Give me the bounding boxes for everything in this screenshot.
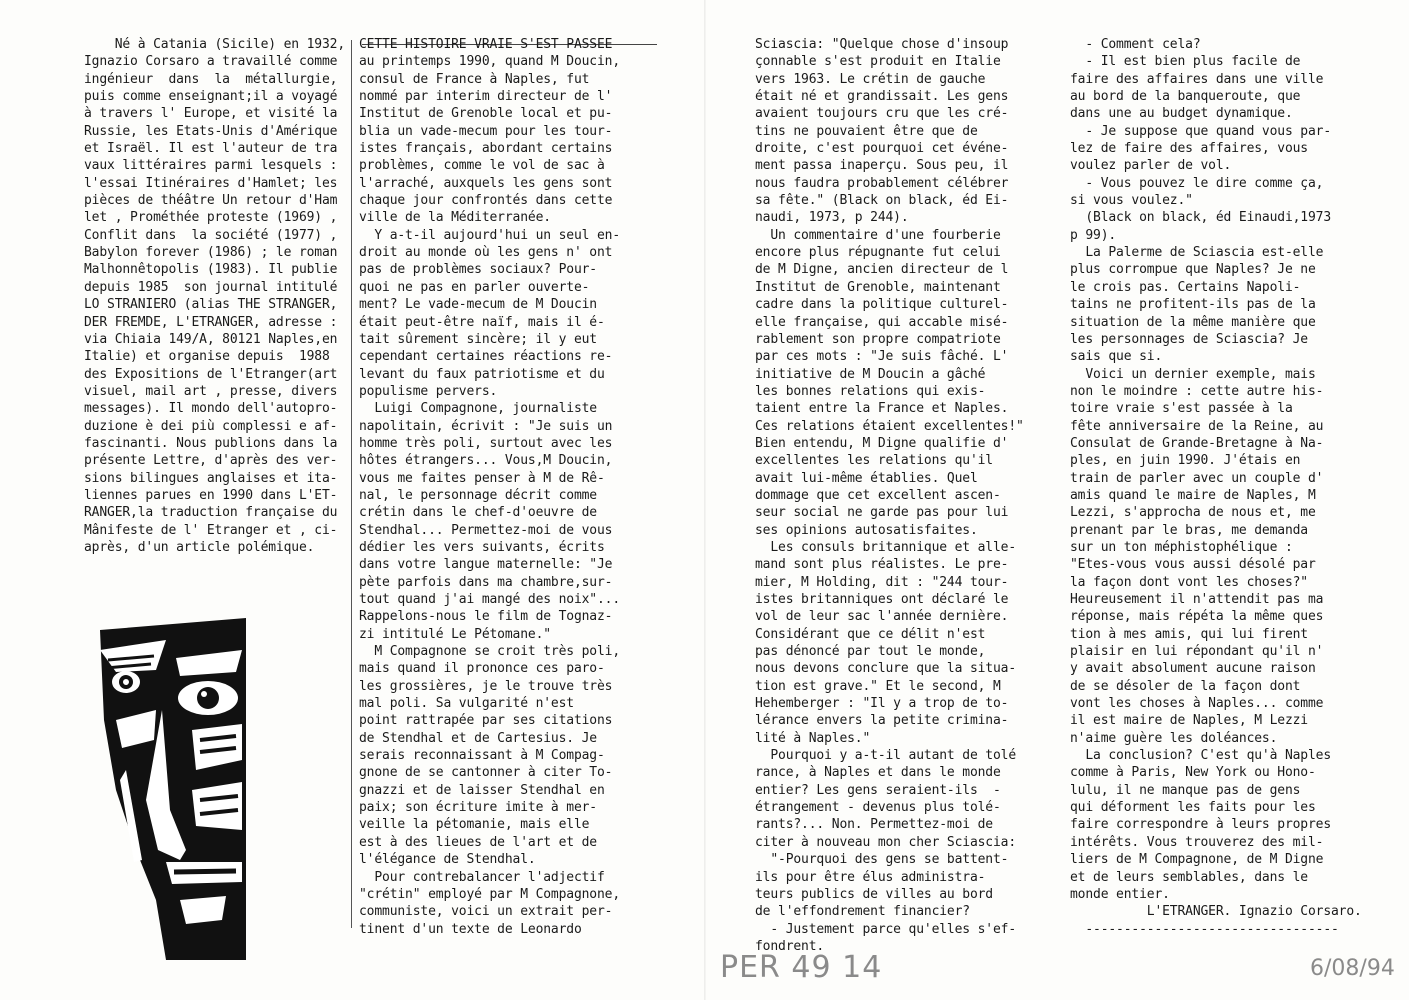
text-line: faire des affaires dans une ville [1070, 71, 1324, 87]
text-line: pièces de théâtre Un retour d'Ham [84, 193, 338, 209]
text-line: homme très poli, surtout avec les [359, 435, 613, 451]
text-line: tins ne pouvaient être que de [755, 123, 978, 139]
text-line: les grossières, je le trouve très [359, 678, 613, 694]
text-line: Russie, les Etats-Unis d'Amérique [84, 123, 338, 139]
text-line: pas dénoncé par tout le monde, [755, 644, 986, 660]
text-line: Sciascia: "Quelque chose d'insoup [755, 37, 1009, 52]
text-line: initiative de M Doucin a gâché [755, 366, 986, 382]
text-line: puis comme enseignant;il a voyagé [84, 89, 338, 105]
text-line: tout quand j'ai mangé des noix"... [359, 592, 621, 607]
text-line: Babylon forever (1986) ; le roman [84, 245, 338, 261]
text-line: toire vraie s'est passée à la [1070, 401, 1293, 417]
text-line: il est maire de Naples, M Lezzi [1070, 713, 1308, 729]
text-line: lulu, il ne manque pas de gens [1070, 782, 1301, 798]
text-line: liers de M Compagnone, de M Digne [1070, 852, 1324, 868]
text-line: Mânifeste de l' Etranger et , ci- [84, 522, 338, 538]
text-line: ses opinions autosatisfaites. [755, 522, 978, 538]
text-line: DER FREMDE, L'ETRANGER, adresse : [84, 314, 338, 330]
text-line: Lezzi, s'approcha de nous et, me [1070, 505, 1316, 521]
text-line: vous me faites penser à M de Rê- [359, 470, 605, 486]
text-line: droit au monde où les gens n' ont [359, 245, 613, 261]
text-line: après, d'un article polémique. [84, 539, 315, 555]
text-line: lité à Naples." [755, 730, 871, 746]
text-line: l'arraché, auxquels les gens sont [359, 175, 613, 191]
text-line: mal poli. Sa vulgarité n'est [359, 696, 574, 712]
text-line: - Vous pouvez le dire comme ça, [1070, 175, 1324, 191]
archive-shelfmark: PER 49 14 [720, 950, 883, 985]
text-line: est à des lieues de l'art et de [359, 834, 597, 850]
text-line: de l'effondrement financier? [755, 904, 970, 920]
text-line: vont les choses à Naples... comme [1070, 696, 1324, 712]
text-line: l'essai Itinéraires d'Hamlet; les [84, 175, 338, 191]
text-line: paix; son écriture imite à mer- [359, 800, 597, 816]
text-line: réponse, mais répéta la même ques [1070, 609, 1324, 625]
text-line: çonnable s'est produit en Italie [755, 54, 1001, 70]
text-line: sur un ton méphistophélique : [1070, 539, 1293, 555]
text-line: chaque jour confrontés dans cette [359, 193, 613, 209]
text-line: napolitain, écrivit : "Je suis un [359, 418, 613, 434]
text-line: les personnages de Sciascia? Je [1070, 331, 1308, 347]
text-line: p 99). [1070, 227, 1117, 243]
text-line: - Il est bien plus facile de [1070, 54, 1301, 70]
text-line: blia un vade-mecum pour les tour- [359, 123, 613, 139]
text-line: rants?... Non. Permettez-moi de [755, 817, 993, 833]
text-line: qui déforment les faits pour les [1070, 800, 1316, 816]
text-line: lez de faire des affaires, vous [1070, 141, 1308, 157]
text-line: prenant par le bras, me demanda [1070, 522, 1308, 538]
text-line: au printemps 1990, quand M Doucin, [359, 54, 621, 70]
text-line: entier? Les gens seraient-ils - [755, 782, 1001, 798]
text-line: Stendhal... Permettez-moi de vous [359, 522, 613, 538]
text-line: problèmes, comme le vol de sac à [359, 158, 605, 174]
text-line: taient entre la France et Naples. [755, 401, 1009, 417]
text-line: mier, M Holding, dit : "244 tour- [755, 574, 1009, 590]
text-line: étrangement - devenus plus tolé- [755, 800, 1001, 816]
text-line: seur social ne garde pas pour lui [755, 505, 1009, 521]
text-line: messages). Il mondo dell'autopro- [84, 401, 338, 417]
text-line: Ignazio Corsaro a travaillé comme [84, 54, 338, 70]
text-line: comme à Paris, New York ou Hono- [1070, 765, 1316, 781]
text-line: quoi ne pas en parler ouverte- [359, 279, 590, 295]
text-line: fascinanti. Nous publions dans la [84, 435, 338, 451]
woodcut-face-illustration [96, 600, 246, 960]
text-line: dans votre langue maternelle: "Je [359, 557, 613, 573]
text-line: à travers l' Europe, et visité la [84, 106, 338, 122]
text-line: ville de la Méditerranée. [359, 210, 551, 226]
text-line: vaux littéraires parmi lesquels : [84, 158, 338, 174]
text-line: avait lui-même établies. Quel [755, 470, 978, 486]
text-line: istes britanniques ont déclaré le [755, 592, 1009, 607]
text-line: populisme pervers. [359, 383, 498, 399]
text-line: plaisir en lui répondant qu'il n' [1070, 644, 1324, 660]
text-line: - Justement parce qu'elles s'ef- [755, 921, 1017, 937]
text-line: faire correspondre à leurs propres [1070, 817, 1332, 833]
text-line: Luigi Compagnone, journaliste [359, 401, 597, 417]
column-divider [351, 40, 352, 928]
text-line: Bien entendu, M Digne qualifie d' [755, 435, 1009, 451]
text-line: Pourquoi y a-t-il autant de tolé [755, 748, 1017, 764]
text-line: vers 1963. Le crétin de gauche [755, 71, 986, 87]
text-line: fête anniversaire de la Reine, au [1070, 418, 1324, 434]
text-line: Né à Catania (Sicile) en 1932, [84, 37, 346, 52]
text-line: Institut de Grenoble, maintenant [755, 279, 1001, 295]
text-line: excellentes les relations qu'il [755, 453, 993, 469]
text-line: Conflit dans la société (1977) , [84, 227, 338, 243]
text-line: CETTE HISTOIRE VRAIE S'EST PASSEE [359, 37, 613, 52]
text-line: crétin dans le chef-d'oeuvre de [359, 505, 597, 521]
text-line: rance, à Naples et dans le monde [755, 765, 1001, 781]
text-line: de Stendhal et de Cartesius. Je [359, 730, 597, 746]
text-line: hôtes étrangers... Vous,M Doucin, [359, 453, 613, 469]
text-line: L'ETRANGER. Ignazio Corsaro. [1070, 904, 1362, 920]
text-line: rablement son propre compatriote [755, 331, 1001, 347]
text-line: sais que si. [1070, 349, 1163, 365]
text-line: vol de leur sac l'année dernière. [755, 609, 1009, 625]
text-line: n'aime guère les doléances. [1070, 730, 1278, 746]
text-line: zi intitulé Le Pétomane." [359, 626, 551, 642]
text-line: monde entier. [1070, 886, 1170, 902]
text-line: consul de France à Naples, fut [359, 71, 590, 87]
text-line: par ces mots : "Je suis fâché. L' [755, 349, 1009, 365]
text-line: gnone de se cantonner à citer To- [359, 765, 613, 781]
text-line: droite, c'est pourquoi cet événe- [755, 141, 1009, 157]
text-line: - Comment cela? [1070, 37, 1201, 52]
text-line: La conclusion? C'est qu'à Naples [1070, 748, 1332, 764]
text-line: naudi, 1973, p 244). [755, 210, 909, 226]
text-line: --------------------------------- [1070, 921, 1339, 937]
text-line: mand sont plus réalistes. Le pre- [755, 557, 1009, 573]
text-line: Considérant que ce délit n'est [755, 626, 986, 642]
text-line: veille la pétomanie, mais elle [359, 817, 590, 833]
text-line: ment? Le vade-mecum de M Doucin [359, 297, 597, 313]
text-line: elle française, qui accable misé- [755, 314, 1009, 330]
text-line: LO STRANIERO (alias THE STRANGER, [84, 297, 338, 313]
text-line: Voici un dernier exemple, mais [1070, 366, 1316, 382]
text-line: avaient toujours cru que les cré- [755, 106, 1009, 122]
text-line: Institut de Grenoble local et pu- [359, 106, 613, 122]
text-line: Pour contrebalancer l'adjectif [359, 869, 605, 885]
text-line: istes français, abordant certains [359, 141, 613, 157]
text-line: si vous voulez." [1070, 193, 1193, 209]
text-line: Consulat de Grande-Bretagne à Na- [1070, 435, 1324, 451]
text-line: le crois pas. Certains Napoli- [1070, 279, 1301, 295]
text-line: visuel, mail art , presse, divers [84, 383, 338, 399]
text-line: Heureusement il n'attendit pas ma [1070, 592, 1324, 607]
text-line: cadre dans la politique culturel- [755, 297, 1009, 313]
text-line: nous faudra probablement célébrer [755, 175, 1009, 191]
text-line: dédier les vers suivants, écrits [359, 539, 605, 555]
text-line: présente Lettre, d'après des ver- [84, 453, 338, 469]
text-line: tinent d'un texte de Leonardo [359, 921, 582, 937]
text-line: était peut-être naïf, mais il é- [359, 314, 605, 330]
text-line: communiste, voici un extrait per- [359, 904, 613, 920]
text-line: plus corrompue que Naples? Je ne [1070, 262, 1316, 278]
text-line: tion à mes amis, qui lui firent [1070, 626, 1308, 642]
text-line: "crétin" employé par M Compagnone, [359, 886, 621, 902]
text-line: nous devons conclure que la situa- [755, 661, 1017, 677]
text-line: de se désoler de la façon dont [1070, 678, 1301, 694]
text-line: nal, le personnage décrit comme [359, 487, 597, 503]
text-line: point rattrapée par ses citations [359, 713, 613, 729]
text-line: au bord de la banqueroute, que [1070, 89, 1301, 105]
author-bio-column [84, 36, 345, 556]
text-line: amis quand le maire de Naples, M [1070, 487, 1316, 503]
text-line: y avait absolument aucune raison [1070, 661, 1316, 677]
text-line: lérance envers la petite crimina- [755, 713, 1009, 729]
article-column-3 [1070, 36, 1362, 938]
text-line: tains ne profitent-ils pas de la [1070, 297, 1316, 313]
text-line: serais reconnaissant à M Compag- [359, 748, 605, 764]
text-line: ils pour être élus administra- [755, 869, 986, 885]
page-fold [704, 0, 706, 1000]
text-line: RANGER,la traduction française du [84, 505, 338, 521]
text-line: sions bilingues anglaises et ita- [84, 470, 338, 486]
text-line: fondrent. [755, 938, 825, 954]
text-line: Un commentaire d'une fourberie [755, 227, 1001, 243]
text-line: M Compagnone se croit très poli, [359, 644, 621, 660]
text-line: situation de la même manière que [1070, 314, 1316, 330]
text-line: "-Pourquoi des gens se battent- [755, 852, 1009, 868]
text-line: mais quand il prononce ces paro- [359, 661, 605, 677]
text-line: dans une au budget dynamique. [1070, 106, 1293, 122]
text-line: voulez parler de vol. [1070, 158, 1232, 174]
text-line: teurs publics de villes au bord [755, 886, 993, 902]
text-line: "Etes-vous vous aussi désolé par [1070, 557, 1316, 573]
article-column-2 [755, 36, 1024, 955]
text-line: Les consuls britannique et alle- [755, 539, 1017, 555]
text-line: Hehemberger : "Il y a trop de to- [755, 696, 1009, 712]
text-line: La Palerme de Sciascia est-elle [1070, 245, 1324, 261]
text-line: train de parler avec un couple d' [1070, 470, 1324, 486]
text-line: duzione è dei più complessi e af- [84, 418, 338, 434]
text-line: de M Digne, ancien directeur de l [755, 262, 1009, 278]
text-line: levant du faux patriotisme et du [359, 366, 605, 382]
text-line: et Israël. Il est l'auteur de tra [84, 141, 338, 157]
text-line: gnazzi et de laisser Stendhal en [359, 782, 605, 798]
text-line: dommage que cet excellent ascen- [755, 487, 1001, 503]
text-line: tion est grave." Et le second, M [755, 678, 1001, 694]
archive-date: 6/08/94 [1310, 956, 1395, 981]
text-line: l'élégance de Stendhal. [359, 852, 536, 868]
text-line: - Je suppose que quand vous par- [1070, 123, 1332, 139]
text-line: let , Prométhée proteste (1969) , [84, 210, 338, 226]
text-line: les bonnes relations qui exis- [755, 383, 986, 399]
text-line: tait sûrement sincère; il y eut [359, 331, 597, 347]
text-line: Ces relations étaient excellentes!" [755, 418, 1024, 434]
text-line: ingénieur dans la métallurgie, [84, 71, 338, 87]
text-line: Italie) et organise depuis 1988 [84, 349, 330, 365]
text-line: (Black on black, éd Einaudi,1973 [1070, 210, 1332, 226]
text-line: intérêts. Vous trouverez des mil- [1070, 834, 1324, 850]
text-line: cependant certaines réactions re- [359, 349, 613, 365]
article-column-1 [359, 36, 620, 938]
text-line: depuis 1985 son journal intitulé [84, 279, 338, 295]
text-line: était né et grandissait. Les gens [755, 89, 1009, 105]
text-line: Y a-t-il aujourd'hui un seul en- [359, 227, 621, 243]
text-line: encore plus répugnante fut celui [755, 245, 1001, 261]
text-line: des Expositions de l'Etranger(art [84, 366, 338, 382]
text-line: citer à nouveau mon cher Sciascia: [755, 834, 1017, 850]
text-line: pète parfois dans ma chambre,sur- [359, 574, 613, 590]
text-line: et de leurs semblables, dans le [1070, 869, 1308, 885]
text-line: pas de problèmes sociaux? Pour- [359, 262, 597, 278]
text-line: Rappelons-nous le film de Tognaz- [359, 609, 613, 625]
text-line: non le moindre : cette autre his- [1070, 383, 1324, 399]
text-line: nommé par interim directeur de l' [359, 89, 613, 105]
text-line: la façon dont vont les choses?" [1070, 574, 1308, 590]
text-line: sa fête." (Black on black, éd Ei- [755, 193, 1009, 209]
text-line: Malhonnêtopolis (1983). Il publie [84, 262, 338, 278]
text-line: liennes parues en 1990 dans L'ET- [84, 487, 338, 503]
text-line: ples, en juin 1990. J'étais en [1070, 453, 1301, 469]
text-line: via Chiaia 149/A, 80121 Naples,en [84, 331, 338, 347]
text-line: ment passa inaperçu. Sous peu, il [755, 158, 1009, 174]
